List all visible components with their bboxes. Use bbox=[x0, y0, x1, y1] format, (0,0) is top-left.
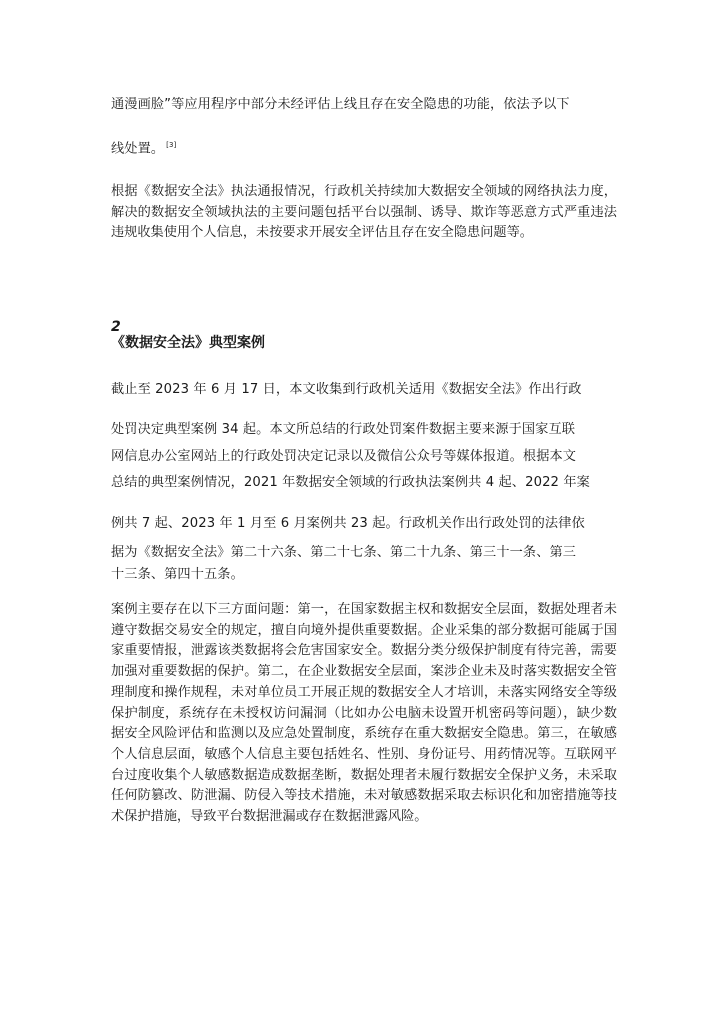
intro-line-2-text: 线处置。 bbox=[111, 141, 165, 157]
problems-paragraph: 案例主要存在以下三方面问题：第一，在国家数据主权和数据安全层面，数据处理者未遵守数据交易安全的规定，擅自向境外提供重要数据。企业采集的部分数据可能属于国家重要情报，泄露该类数据将会危害国家安全。数据分类分级保护制度有待完善，需要加强对重要数据的保护。第二，在企业数据安全层面，案涉企业未及时落实数据安全管理制度和操作规程，未对单位员工开展正规的数据安全人才培训，未落实网络安全等级保护制度，系统存在未授权访问漏洞（比如办公电脑未设置开机密码等问题），缺少数据安全风险评估和监测以及应急处置制度，系统存在重大数据安全隐患。第三，在敏感个人信息层面，敏感个人信息主要包括姓名、性别、身份证号、用药情况等。互联网平台过度收集个人敏感数据造成数据垄断，数据处理者未履行数据安全保护义务，未采取任何防篡改、防泄漏、防侵入等技术措施，未对敏感数据采取去标识化和加密措施等技术保护措施，导致平台数据泄漏或存在数据泄露风险。 bbox=[111, 602, 617, 825]
section-title: 《数据安全法》典型案例 bbox=[111, 335, 265, 351]
intro-line-2 bbox=[111, 135, 616, 159]
cases-line-7: 十三条、第四十五条。 bbox=[111, 567, 244, 582]
section-number: 2 bbox=[111, 319, 121, 335]
cases-line-5: 例共 7 起、2023 年 1 月至 6 月案例共 23 起。行政机关作出行政处罚的法律依 bbox=[111, 516, 585, 531]
cases-line-6: 据为《数据安全法》第二十六条、第二十七条、第二十九条、第三十一条、第三 bbox=[111, 545, 577, 560]
cases-line-3: 网信息办公室网站上的行政处罚决定记录以及微信公众号等媒体报道。根据本文 bbox=[111, 449, 577, 464]
cases-line-2: 处罚决定典型案例 34 起。本文所总结的行政处罚案件数据主要来源于国家互联 bbox=[111, 422, 576, 437]
cases-line-4: 总结的典型案例情况，2021 年数据安全领域的行政执法案例共 4 起、2022 年案 bbox=[111, 475, 590, 490]
summary-paragraph: 根据《数据安全法》执法通报情况，行政机关持续加大数据安全领域的网络执法力度，解决的数据安全领域执法的主要问题包括平台以强制、诱导、欺诈等恶意方式严重违法违规收集使用个人信息，未按要求开展安全评估且存在安全隐患问题等。 bbox=[111, 184, 617, 241]
cases-line-1: 截止至 2023 年 6 月 17 日，本文收集到行政机关适用《数据安全法》作出行政 bbox=[111, 382, 582, 397]
intro-line-1: 通漫画脸”等应用程序中部分未经评估上线且存在安全隐患的功能，依法予以下 bbox=[111, 97, 570, 112]
footnote-reference: [3] bbox=[166, 141, 177, 149]
